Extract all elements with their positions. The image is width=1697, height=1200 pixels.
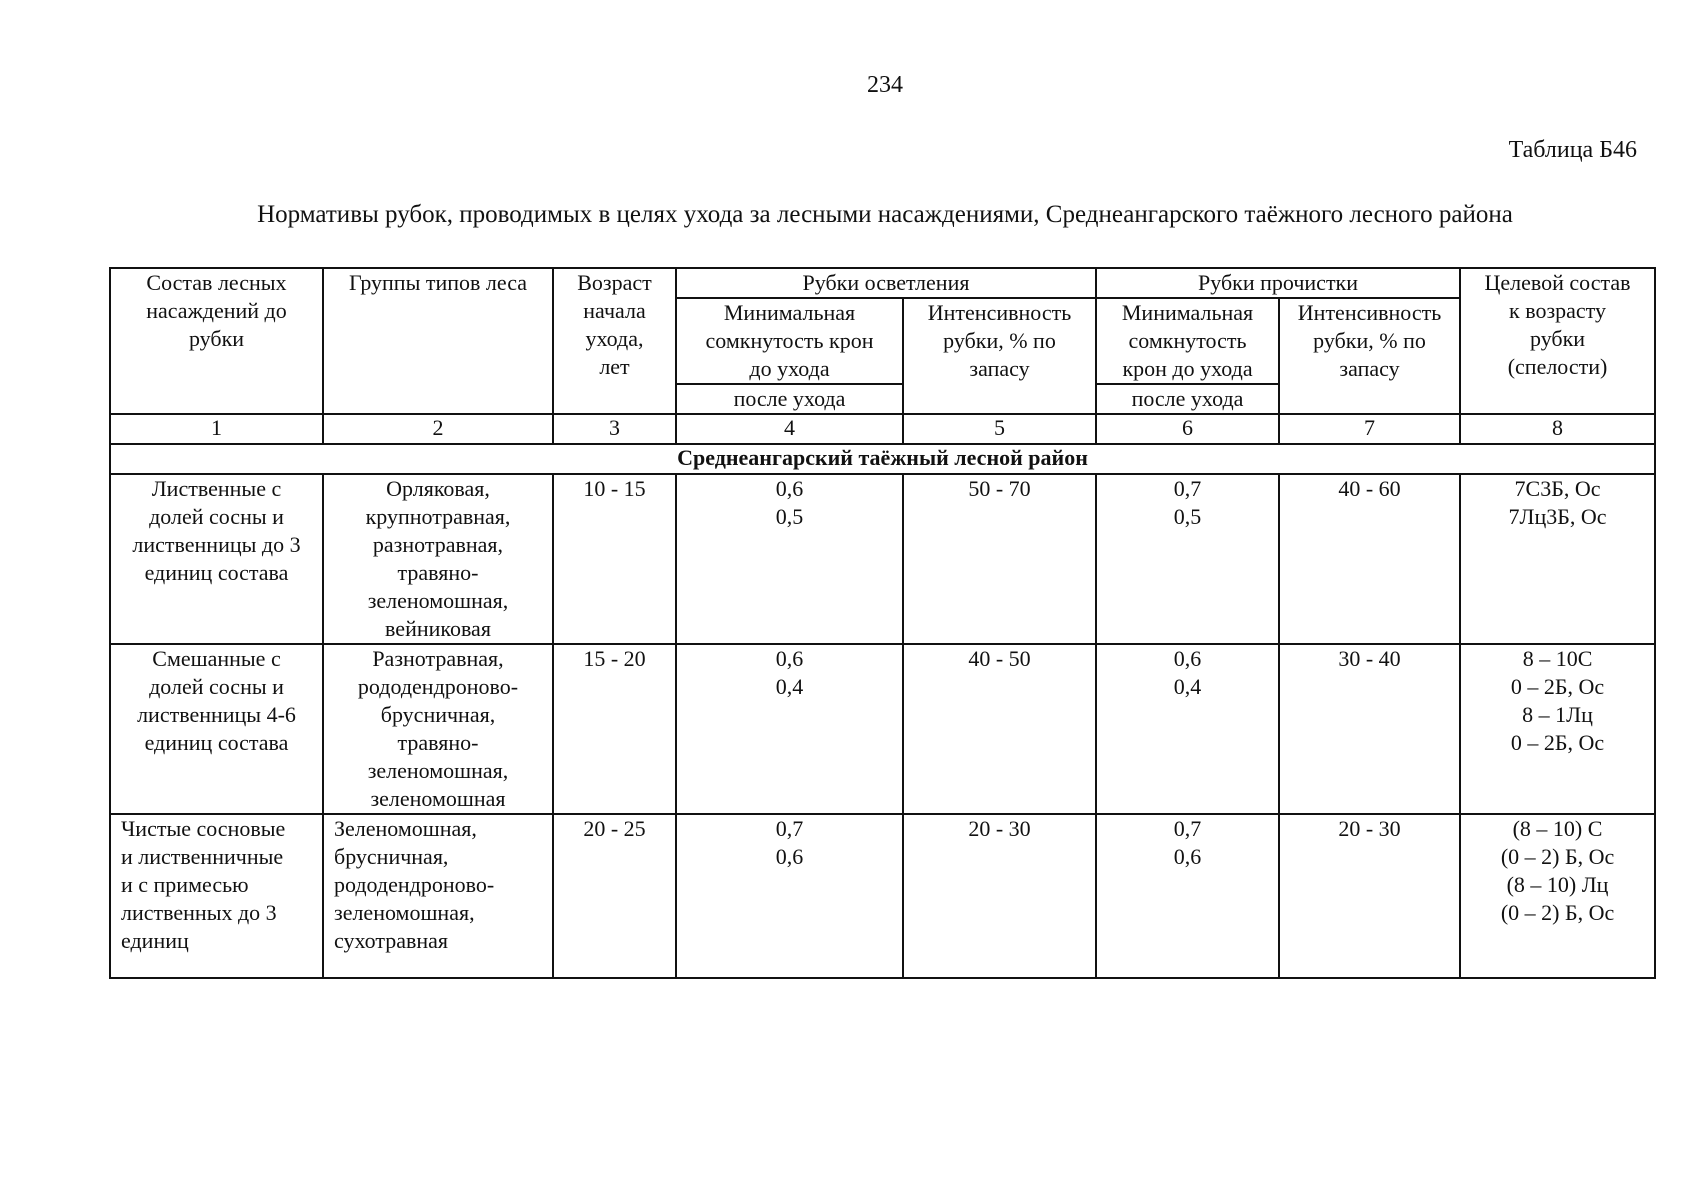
header-osv-intensity — [903, 298, 1096, 414]
cell-osv-density — [676, 814, 903, 978]
cell-line: 8 – 10С — [1522, 646, 1593, 671]
cell-line: рододендроново- — [334, 872, 495, 897]
column-number: 2 — [323, 414, 553, 444]
cell-osv-density — [676, 474, 903, 644]
cell-line: Зеленомошная, — [334, 816, 477, 841]
cell-line: (0 – 2) Б, Ос — [1500, 900, 1615, 925]
header-line: до ухода — [749, 356, 830, 381]
table-row — [110, 644, 1655, 814]
cell-forest-types — [323, 814, 553, 978]
cell-forest-types — [323, 474, 553, 644]
column-number: 7 — [1279, 414, 1460, 444]
cell-line: 0,7 — [775, 816, 804, 841]
header-proch-min-density — [1096, 298, 1279, 384]
cell-line: зеленомошная — [370, 786, 506, 811]
cell-line: Смешанные с — [152, 646, 281, 671]
header-line: Интенсивность — [927, 300, 1072, 325]
cell-proch-density — [1096, 814, 1279, 978]
column-number: 5 — [903, 414, 1096, 444]
header-line: рубки, % по — [943, 328, 1056, 353]
cell-line: единиц состава — [144, 560, 289, 585]
header-line: насаждений до — [146, 298, 287, 323]
cell-proch-intensity: 40 - 60 — [1279, 474, 1460, 644]
cell-age: 10 - 15 — [553, 474, 676, 644]
header-osv-after: после ухода — [676, 384, 903, 414]
table-label: Таблица Б46 — [1508, 137, 1637, 163]
cell-line: (8 – 10) Лц — [1506, 872, 1609, 897]
cell-composition — [110, 474, 323, 644]
column-number: 8 — [1460, 414, 1655, 444]
cell-line: 0,5 — [775, 504, 804, 529]
header-line: запасу — [1339, 356, 1400, 381]
header-group-prochistki: Рубки прочистки — [1096, 268, 1460, 298]
cell-line: сухотравная — [334, 928, 449, 953]
cell-line: долей сосны и — [149, 674, 284, 699]
header-line: (спелости) — [1507, 354, 1608, 379]
cell-line: зеленомошная, — [367, 758, 509, 783]
cell-age: 20 - 25 — [553, 814, 676, 978]
cell-line: 7Лц3Б, Ос — [1508, 504, 1607, 529]
cell-line: лиственных до 3 — [121, 900, 277, 925]
cell-proch-intensity: 20 - 30 — [1279, 814, 1460, 978]
cell-line: единиц состава — [144, 730, 289, 755]
cell-line: 0,6 — [775, 646, 804, 671]
header-line: начала — [583, 298, 646, 323]
header-line: запасу — [969, 356, 1030, 381]
page-number: 234 — [867, 72, 903, 98]
cell-proch-intensity: 30 - 40 — [1279, 644, 1460, 814]
norms-table — [109, 267, 1656, 979]
header-line: рубки — [1529, 326, 1586, 351]
cell-proch-density — [1096, 644, 1279, 814]
header-line: Возраст — [577, 270, 652, 295]
cell-line: единиц — [121, 928, 189, 953]
cell-line: 0,6 — [1173, 844, 1202, 869]
cell-line: долей сосны и — [149, 504, 284, 529]
header-line: ухода, — [585, 326, 644, 351]
cell-line: 0,6 — [775, 844, 804, 869]
header-line: сомкнутость крон — [705, 328, 874, 353]
header-line: рубки — [188, 326, 245, 351]
header-line: Минимальная — [723, 300, 856, 325]
cell-line: 0,6 — [1173, 646, 1202, 671]
cell-line: зеленомошная, — [334, 900, 475, 925]
cell-osv-intensity: 50 - 70 — [903, 474, 1096, 644]
header-proch-intensity — [1279, 298, 1460, 414]
header-line: Состав лесных — [146, 270, 287, 295]
table-row — [110, 474, 1655, 644]
cell-composition — [110, 644, 323, 814]
cell-line: лиственницы до 3 — [132, 532, 301, 557]
cell-line: 0,7 — [1173, 476, 1202, 501]
header-line: лет — [599, 354, 630, 379]
cell-target — [1460, 644, 1655, 814]
region-heading: Среднеангарский таёжный лесной район — [110, 444, 1655, 474]
cell-line: Разнотравная, — [372, 646, 504, 671]
header-target-composition — [1460, 268, 1655, 414]
header-proch-after: после ухода — [1096, 384, 1279, 414]
header-age — [553, 268, 676, 414]
header-line: сомкнутость — [1128, 328, 1247, 353]
cell-line: 7С3Б, Ос — [1514, 476, 1601, 501]
cell-line: Чистые сосновые — [121, 816, 286, 841]
column-number: 4 — [676, 414, 903, 444]
cell-line: лиственницы 4-6 — [137, 702, 296, 727]
header-line: Минимальная — [1121, 300, 1254, 325]
header-line: крон до ухода — [1122, 356, 1253, 381]
cell-line: вейниковая — [385, 616, 491, 641]
cell-line: и с примесью — [121, 872, 249, 897]
table-row — [110, 814, 1655, 978]
cell-line: 0,6 — [775, 476, 804, 501]
cell-line: брусничная, — [380, 702, 496, 727]
header-composition — [110, 268, 323, 414]
cell-age: 15 - 20 — [553, 644, 676, 814]
cell-line: Лиственные с — [151, 476, 282, 501]
document-title: Нормативы рубок, проводимых в целях ухода за лесными насаждениями, Среднеангарского таёжного лесного района — [257, 201, 1513, 228]
cell-line: 8 – 1Лц — [1522, 702, 1593, 727]
cell-line: рододендроново- — [357, 674, 519, 699]
cell-line: брусничная, — [334, 844, 449, 869]
column-number: 3 — [553, 414, 676, 444]
cell-osv-density — [676, 644, 903, 814]
cell-line: 0,4 — [1173, 674, 1202, 699]
cell-line: 0 – 2Б, Ос — [1510, 730, 1605, 755]
cell-line: и лиственничные — [121, 844, 284, 869]
cell-composition — [110, 814, 323, 978]
cell-osv-intensity: 20 - 30 — [903, 814, 1096, 978]
cell-line: разнотравная, — [372, 532, 504, 557]
header-line: к возрасту — [1509, 298, 1607, 323]
column-number: 6 — [1096, 414, 1279, 444]
cell-proch-density — [1096, 474, 1279, 644]
cell-osv-intensity: 40 - 50 — [903, 644, 1096, 814]
header-osv-min-density — [676, 298, 903, 384]
cell-line: травяно- — [397, 730, 479, 755]
cell-line: 0,5 — [1173, 504, 1202, 529]
header-line: Интенсивность — [1297, 300, 1442, 325]
cell-line: 0,4 — [775, 674, 804, 699]
header-line: Группы типов леса — [348, 270, 527, 295]
header-line: рубки, % по — [1313, 328, 1426, 353]
cell-line: 0,7 — [1173, 816, 1202, 841]
cell-target — [1460, 814, 1655, 978]
column-number: 1 — [110, 414, 323, 444]
cell-line: (8 – 10) С — [1512, 816, 1603, 841]
header-group-osvetleniya: Рубки осветления — [676, 268, 1096, 298]
cell-line: 0 – 2Б, Ос — [1510, 674, 1605, 699]
cell-line: крупнотравная, — [365, 504, 511, 529]
cell-target — [1460, 474, 1655, 644]
cell-line: травяно- — [397, 560, 479, 585]
cell-forest-types — [323, 644, 553, 814]
cell-line: зеленомошная, — [367, 588, 509, 613]
header-line: Целевой состав — [1484, 270, 1631, 295]
header-forest-types — [323, 268, 553, 414]
cell-line: (0 – 2) Б, Ос — [1500, 844, 1615, 869]
cell-line: Орляковая, — [386, 476, 490, 501]
